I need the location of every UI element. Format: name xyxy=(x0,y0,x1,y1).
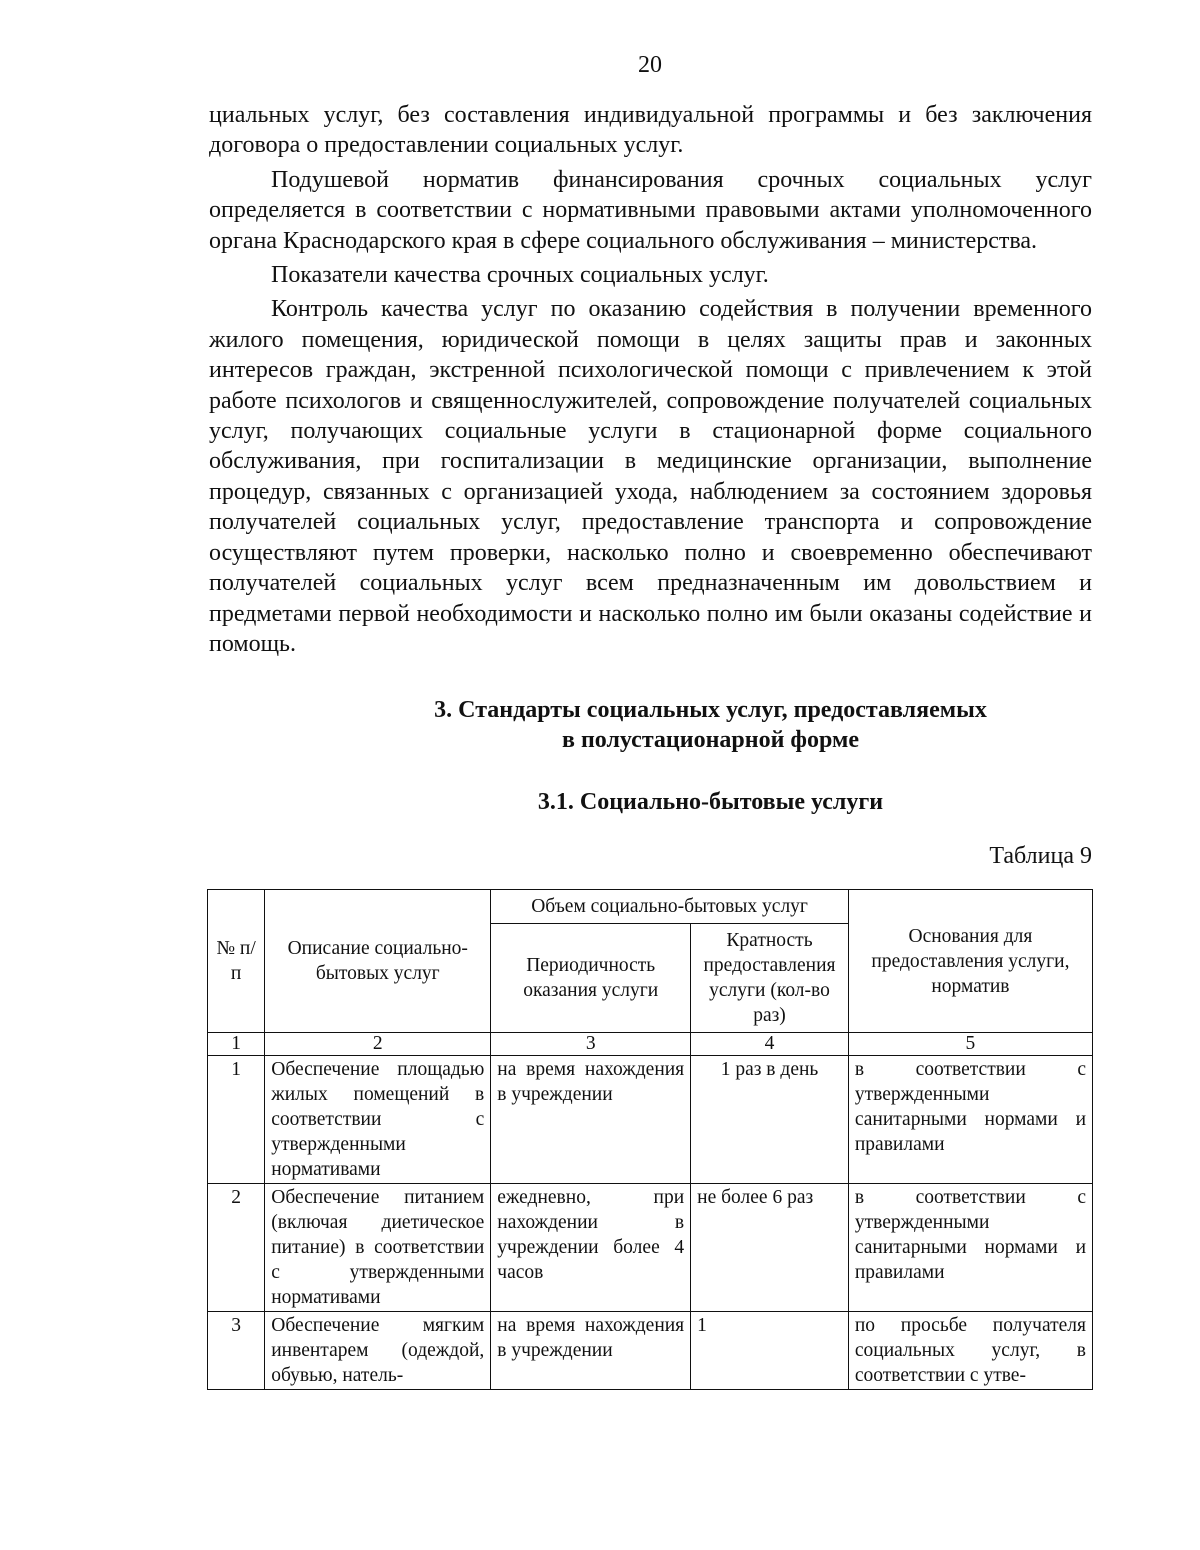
row-periodicity: на время нахождения в учреждении xyxy=(491,1056,691,1184)
services-table xyxy=(207,889,1093,1390)
column-number: 2 xyxy=(265,1033,491,1056)
row-frequency: 1 раз в день xyxy=(691,1056,849,1184)
table-row xyxy=(208,1312,1093,1390)
row-description: Обеспечение питанием (включая диетическое питание) в соответствии с утвержденными нормативами xyxy=(265,1184,491,1312)
row-basis: по просьбе получателя социальных услуг, в соответствии с утве- xyxy=(848,1312,1092,1390)
header-frequency: Кратность предоставления услуги (кол-во раз) xyxy=(691,924,849,1033)
column-number: 3 xyxy=(491,1033,691,1056)
section-title-line2: в полустационарной форме xyxy=(561,727,859,754)
paragraph-funding-norm: Подушевой норматив финансирования срочных социальных услуг определяется в соответствии с нормативными правовыми актами уполномоченного органа Краснодарского края в сфере социального обслуживания – министерства. xyxy=(209,166,1092,254)
column-number: 4 xyxy=(691,1033,849,1056)
paragraph-quality-control: Контроль качества услуг по оказанию содействия в получении временного жилого помещения, юридической помощи в целях защиты прав и законных интересов граждан, экстренной психологической помощи с привлечением к этой работе психологов и священнослужителей, сопровождение получателей социальных услуг, получающих социальные услуги в стационарной форме социального обслуживания, при госпитализации в медицинские организации, выполнение процедур, связанных с организацией ухода, наблюдением за состоянием здоровья получателей социальных услуг, предоставление транспорта и сопровождение осуществляют путем проверки, насколько полно и своевременно обеспечивают получателей социальных услуг всем предназначенным им довольствием и предметами первой необходимости и насколько полно им были оказаны содействие и помощь. xyxy=(209,296,1092,657)
subsection-title: 3.1. Социально-бытовые услуги xyxy=(537,789,884,816)
table-label: Таблица 9 xyxy=(989,843,1092,870)
row-description: Обеспечение мягким инвентарем (одеждой, обувью, натель- xyxy=(265,1312,491,1390)
table-row xyxy=(208,1184,1093,1312)
paragraph-continuation: циальных услуг, без составления индивидуальной программы и без заключения договора о предоставлении социальных услуг. xyxy=(209,102,1092,159)
row-description: Обеспечение площадью жилых помещений в соответствии с утвержденными нормативами xyxy=(265,1056,491,1184)
table-row xyxy=(208,1056,1093,1184)
row-periodicity: ежедневно, при нахождении в учреждении более 4 часов xyxy=(491,1184,691,1312)
row-num: 1 xyxy=(208,1056,265,1184)
header-volume: Объем социально-бытовых услуг xyxy=(491,890,849,924)
column-number: 1 xyxy=(208,1033,265,1056)
row-basis: в соответствии с утвержденными санитарными нормами и правилами xyxy=(848,1056,1092,1184)
section-title-line1: 3. Стандарты социальных услуг, предоставляемых xyxy=(434,697,987,724)
row-frequency: 1 xyxy=(691,1312,849,1390)
row-frequency: не более 6 раз xyxy=(691,1184,849,1312)
column-number: 5 xyxy=(848,1033,1092,1056)
row-num: 2 xyxy=(208,1184,265,1312)
header-description: Описание социально-бытовых услуг xyxy=(265,890,491,1033)
section-title xyxy=(209,695,1092,755)
column-number-row xyxy=(208,1033,1093,1056)
document-body xyxy=(209,100,1092,871)
row-periodicity: на время нахождения в учреждении xyxy=(491,1312,691,1390)
paragraph-quality-indicators: Показатели качества срочных социальных услуг. xyxy=(271,262,769,289)
header-periodicity: Периодичность оказания услуги xyxy=(491,924,691,1033)
header-num: № п/п xyxy=(208,890,265,1033)
row-basis: в соответствии с утвержденными санитарными нормами и правилами xyxy=(848,1184,1092,1312)
header-basis: Основания для предоставления услуги, норматив xyxy=(848,890,1092,1033)
page-number: 20 xyxy=(638,52,662,78)
row-num: 3 xyxy=(208,1312,265,1390)
